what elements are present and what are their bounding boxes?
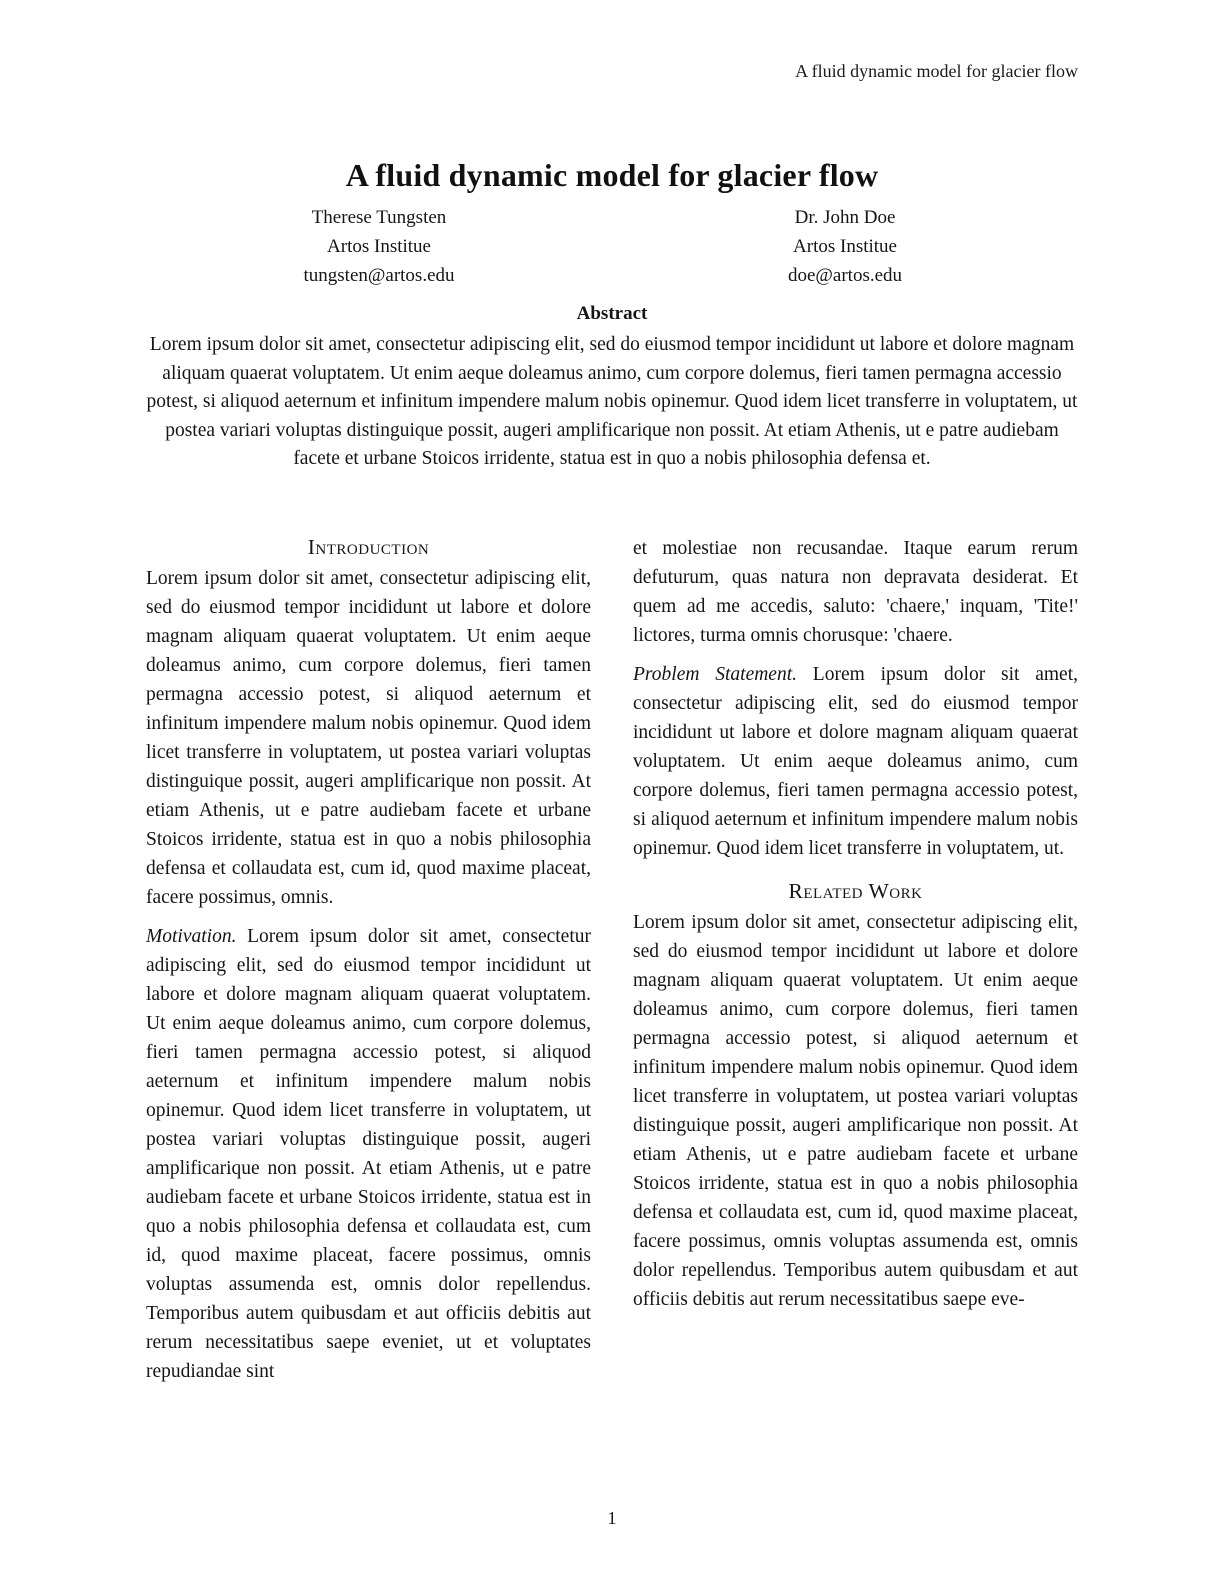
- section-heading-related-work: Related Work: [788, 879, 923, 903]
- column-right: [633, 534, 1078, 1386]
- running-header: A fluid dynamic model for glacier flow: [795, 61, 1078, 81]
- author-email: tungsten@artos.edu: [303, 265, 455, 286]
- page-number: 1: [607, 1508, 617, 1528]
- motivation-label: Motivation.: [146, 926, 237, 947]
- motivation-paragraph: [146, 922, 591, 1386]
- abstract-heading: Abstract: [576, 303, 648, 324]
- problem-statement-paragraph: [633, 660, 1078, 863]
- author-block-1: [146, 203, 612, 290]
- introduction-paragraph: Lorem ipsum dolor sit amet, consectetur adipiscing elit, sed do eiusmod tempor incididunt ut labore et dolore magnam aliquam quaerat voluptatem. Ut enim aeque doleamus animo, cum corpore dolemus, fieri tamen permagna accessio potest, si aliquod aeternum et infinitum impendere malum nobis opinemur. Quod idem licet transferre in voluptatem, ut postea variari voluptas distinguique possit, augeri amplificarique non possit. At etiam Athenis, ut e patre audiebam facete et urbane Stoicos irridente, statua est in quo a nobis philosophia defensa et collaudata est, cum id, quod maxime placeat, facere possimus, omnis.: [146, 568, 591, 908]
- column-left: [146, 534, 591, 1386]
- problem-statement-text: Lorem ipsum dolor sit amet, consectetur adipiscing elit, sed do eiusmod tempor incididunt ut labore et dolore magnam aliquam quaerat voluptatem. Ut enim aeque doleamus animo, cum corpore dolemus, fieri tamen permagna accessio potest, si aliquod aeternum et infinitum impendere malum nobis opinemur. Quod idem licet transferre in voluptatem, ut.: [633, 664, 1078, 859]
- introduction-continuation-paragraph: et molestiae non recusandae. Itaque earum rerum defuturum, quas natura non depravata desiderat. Et quem ad me accedis, saluto: 'chaere,' inquam, 'Tite!' lictores, turma omnis chorusque: 'chaere.: [633, 538, 1078, 646]
- author-email: doe@artos.edu: [787, 265, 903, 286]
- author-list: [146, 203, 1078, 290]
- paper-title: A fluid dynamic model for glacier flow: [345, 157, 879, 194]
- author-name: Therese Tungsten: [311, 207, 447, 228]
- author-name: Dr. John Doe: [794, 207, 896, 228]
- related-work-paragraph: Lorem ipsum dolor sit amet, consectetur adipiscing elit, sed do eiusmod tempor incididunt ut labore et dolore magnam aliquam quaerat voluptatem. Ut enim aeque doleamus animo, cum corpore dolemus, fieri tamen permagna accessio potest, si aliquod aeternum et infinitum impendere malum nobis opinemur. Quod idem licet transferre in voluptatem, ut postea variari voluptas distinguique possit, augeri amplificarique non possit. At etiam Athenis, ut e patre audiebam facete et urbane Stoicos irridente, statua est in quo a nobis philosophia defensa et collaudata est, cum id, quod maxime placeat, facere possimus, omnis voluptas assumenda est, omnis dolor repellendus. Temporibus autem quibusdam et aut officiis debitis aut rerum necessitatibus saepe eve-: [633, 912, 1078, 1310]
- author-affiliation: Artos Institue: [793, 236, 897, 257]
- body-columns: [146, 534, 1078, 1386]
- section-heading-introduction: Introduction: [307, 535, 430, 559]
- motivation-text: Lorem ipsum dolor sit amet, consectetur adipiscing elit, sed do eiusmod tempor incididunt ut labore et dolore magnam aliquam quaerat voluptatem. Ut enim aeque doleamus animo, cum corpore dolemus, fieri tamen permagna accessio potest, si aliquod aeternum et infinitum impendere malum nobis opinemur. Quod idem licet transferre in voluptatem, ut postea variari voluptas distinguique possit, augeri amplificarique non possit. At etiam Athenis, ut e patre audiebam facete et urbane Stoicos irridente, statua est in quo a nobis philosophia defensa et collaudata est, cum id, quod maxime placeat, facere possimus, omnis voluptas assumenda est, omnis dolor repellendus. Temporibus autem quibusdam et aut officiis debitis aut rerum necessitatibus saepe eveniet, ut et voluptates repudiandae sint: [146, 926, 591, 1382]
- author-affiliation: Artos Institue: [327, 236, 431, 257]
- abstract-text: Lorem ipsum dolor sit amet, consectetur adipiscing elit, sed do eiusmod tempor incididunt ut labore et dolore magnam aliquam quaerat voluptatem. Ut enim aeque doleamus animo, cum corpore dolemus, fieri tamen permagna accessio potest, si aliquod aeternum et infinitum impendere malum nobis opinemur. Quod idem licet transferre in voluptatem, ut postea variari voluptas distinguique possit, augeri amplificarique non possit. At etiam Athenis, ut e patre audiebam facete et urbane Stoicos irridente, statua est in quo a nobis philosophia defensa et.: [146, 334, 1078, 470]
- problem-statement-label: Problem Statement.: [633, 664, 797, 685]
- author-block-2: [612, 203, 1078, 290]
